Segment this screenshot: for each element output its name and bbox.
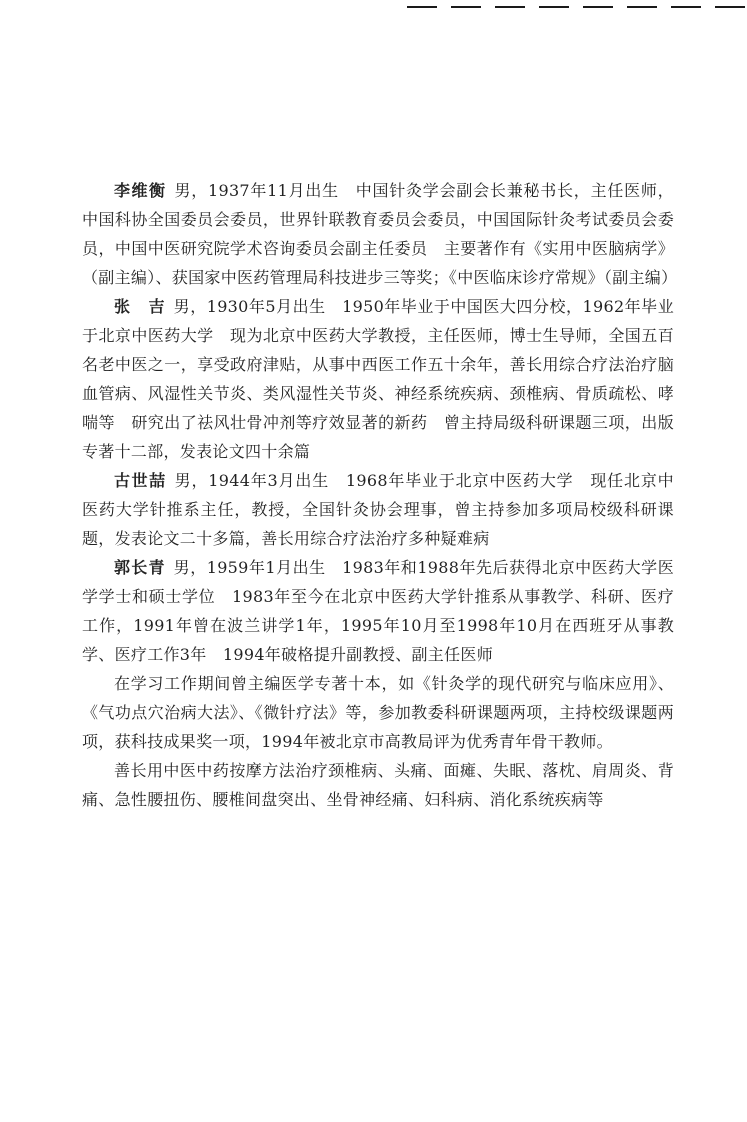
bio-paragraph [82, 292, 674, 466]
publications-paragraph: 在学习工作期间曾主编医学专著十本，如《针灸学的现代研究与临床应用》、《气功点穴治病大法》、《微针疗法》等，参加教委科研课题两项，主持校级课题两项，获科技成果奖一项，1994年被北京市高教局评为优秀青年骨干教师。 [82, 674, 674, 751]
author-name: 古世喆 [114, 471, 167, 490]
bio-paragraph [82, 466, 674, 553]
author-name: 郭长青 [114, 558, 166, 577]
specialties-paragraph: 善长用中医中药按摩方法治疗颈椎病、头痛、面瘫、失眠、落枕、肩周炎、背痛、急性腰扭伤、腰椎间盘突出、坐骨神经痛、妇科病、消化系统疾病等 [82, 761, 674, 809]
bio-text: 男，1930年5月出生 1950年毕业于中国医大四分校，1962年毕业于北京中医药大学 现为北京中医药大学教授，主任医师，博士生导师，全国五百名老中医之一，享受政府津贴，从事中西医工作五十余年，善长用综合疗法治疗脑血管病、风湿性关节炎、类风湿性关节炎、神经系统疾病、颈椎病、骨质疏松、哮喘等 研究出了祛风壮骨冲剂等疗效显著的新药 曾主持局级科研课题三项，出版专著十二部，发表论文四十余篇 [82, 297, 674, 461]
author-name: 张 吉 [114, 297, 166, 316]
bio-paragraph [82, 176, 678, 292]
bio-text: 男，1944年3月出生 1968年毕业于北京中医药大学 现任北京中医药大学针推系主任，教授，全国针灸协会理事，曾主持参加多项局校级科研课题，发表论文二十多篇，善长用综合疗法治疗多种疑难病 [82, 471, 674, 548]
header-rule-dashes [407, 0, 747, 12]
author-bios [82, 176, 678, 814]
bio-paragraph [82, 553, 674, 669]
author-name: 李维衡 [114, 181, 167, 200]
bio-text: 男，1937年11月出生 中国针灸学会副会长兼秘书长，主任医师，中国科协全国委员会委员，世界针联教育委员会委员，中国国际针灸考试委员会委员，中国中医研究院学术咨询委员会副主任委员 主要著作有《实用中医脑病学》（副主编）、获国家中医药管理局科技进步三等奖；《中医临床诊疗常规》（副主编） [82, 181, 678, 287]
bio-text: 男，1959年1月出生 1983年和1988年先后获得北京中医药大学医学学士和硕士学位 1983年至今在北京中医药大学针推系从事教学、科研、医疗工作，1991年曾在波兰讲学1年，1995年10月至1998年10月在西班牙从事教学、医疗工作3年 1994年破格提升副教授、副主任医师 [82, 558, 674, 664]
